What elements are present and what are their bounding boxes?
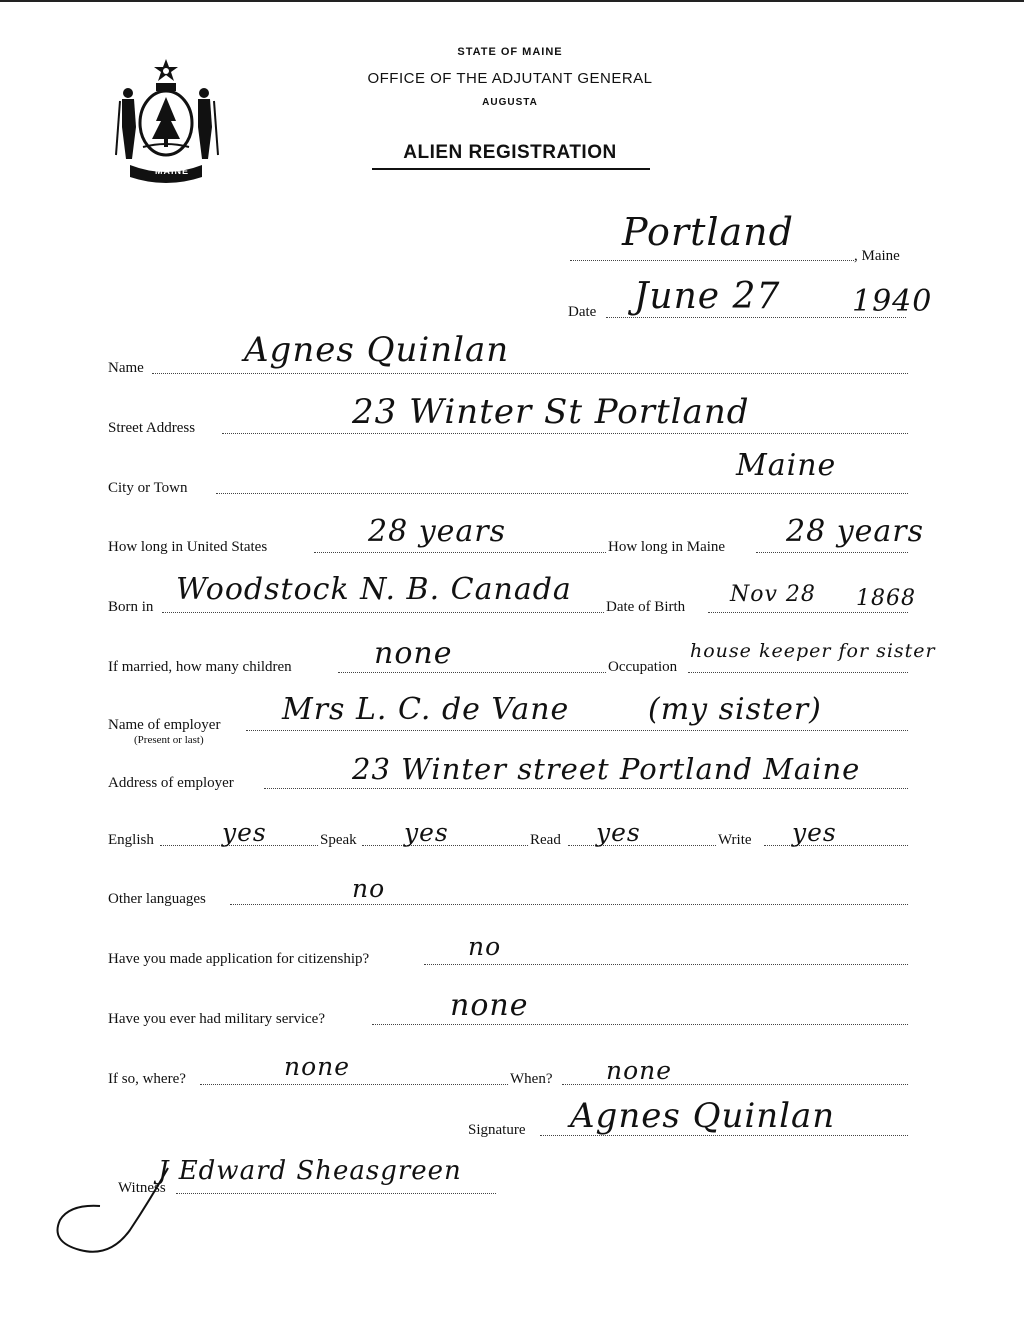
- english-label: English: [108, 832, 154, 848]
- born-in-label: Born in: [108, 599, 154, 615]
- how-long-maine-line: [756, 552, 908, 553]
- citizenship-entry: no: [468, 932, 502, 961]
- witness-flourish-icon: [40, 1160, 180, 1260]
- occupation-label: Occupation: [608, 659, 678, 675]
- employer-label: Name of employer: [108, 717, 221, 733]
- children-label: If married, how many children: [108, 659, 292, 675]
- signature-label: Signature: [468, 1122, 526, 1138]
- employer-note-entry: (my sister): [648, 692, 822, 727]
- write-entry: yes: [792, 818, 837, 847]
- employer-address-line: [264, 788, 908, 789]
- page-title: ALIEN REGISTRATION: [403, 142, 617, 163]
- speak-label: Speak: [320, 832, 357, 848]
- street-address-entry: 23 Winter St Portland: [352, 392, 750, 432]
- employer-address-label: Address of employer: [108, 775, 234, 791]
- street-address-label: Street Address: [108, 420, 196, 436]
- military-entry: none: [450, 988, 529, 1023]
- place-entry: Portland: [622, 210, 794, 254]
- military-label: Have you ever had military service?: [108, 1011, 325, 1027]
- city-or-town-entry: Maine: [736, 448, 837, 483]
- read-line: [568, 845, 716, 846]
- how-long-us-entry: 28 years: [368, 514, 507, 549]
- if-so-where-line: [200, 1084, 508, 1085]
- employer-entry: Mrs L. C. de Vane: [282, 692, 570, 727]
- signature-entry: Agnes Quinlan: [570, 1096, 836, 1136]
- how-long-maine-entry: 28 years: [786, 514, 925, 549]
- employer-note-label: (Present or last): [134, 734, 204, 746]
- read-entry: yes: [596, 818, 641, 847]
- header-office: OFFICE OF THE ADJUTANT GENERAL: [367, 70, 653, 87]
- occupation-entry: house keeper for sister: [690, 640, 936, 662]
- other-languages-line: [230, 904, 908, 905]
- children-entry: none: [374, 636, 453, 671]
- witness-line: [176, 1193, 496, 1194]
- other-languages-label: Other languages: [108, 891, 206, 907]
- military-line: [372, 1024, 908, 1025]
- name-line: [152, 373, 908, 374]
- employer-address-entry: 23 Winter street Portland Maine: [352, 752, 861, 786]
- witness-entry: J Edward Sheasgreen: [158, 1156, 462, 1186]
- date-of-birth-label: Date of Birth: [606, 599, 686, 615]
- street-address-line: [222, 433, 908, 434]
- witness-label: Witness: [118, 1180, 166, 1196]
- when-label: When?: [510, 1071, 553, 1087]
- header-city: AUGUSTA: [482, 97, 538, 108]
- header-state: STATE OF MAINE: [457, 46, 563, 58]
- name-entry: Agnes Quinlan: [244, 330, 510, 370]
- city-or-town-line: [216, 493, 908, 494]
- if-so-where-label: If so, where?: [108, 1071, 186, 1087]
- speak-entry: yes: [404, 818, 449, 847]
- date-of-birth-year-entry: 1868: [856, 586, 916, 611]
- read-label: Read: [530, 832, 561, 848]
- date-label: Date: [568, 304, 597, 320]
- date-of-birth-entry: Nov 28: [730, 582, 816, 607]
- date-of-birth-line: [708, 612, 908, 613]
- date-entry: June 27: [634, 276, 781, 317]
- maine-suffix-label: , Maine: [854, 248, 900, 264]
- other-languages-entry: no: [352, 874, 386, 903]
- born-in-entry: Woodstock N. B. Canada: [176, 572, 572, 607]
- seal-banner-text: MAINE: [155, 166, 189, 176]
- when-entry: none: [606, 1056, 673, 1085]
- how-long-us-line: [314, 552, 606, 553]
- write-label: Write: [718, 832, 752, 848]
- citizenship-label: Have you made application for citizenship?: [108, 951, 370, 967]
- how-long-maine-label: How long in Maine: [608, 539, 726, 555]
- occupation-line: [688, 672, 908, 673]
- title-underline: [372, 168, 650, 170]
- date-year-entry: 1940: [852, 284, 933, 319]
- children-line: [338, 672, 606, 673]
- where-entry: none: [284, 1052, 351, 1081]
- english-entry: yes: [222, 818, 267, 847]
- employer-line: [246, 730, 908, 731]
- place-line: [570, 260, 854, 261]
- born-in-line: [162, 612, 604, 613]
- city-or-town-label: City or Town: [108, 480, 188, 496]
- citizenship-line: [424, 964, 908, 965]
- how-long-us-label: How long in United States: [108, 539, 268, 555]
- top-border: [0, 0, 1024, 2]
- name-label: Name: [108, 360, 144, 376]
